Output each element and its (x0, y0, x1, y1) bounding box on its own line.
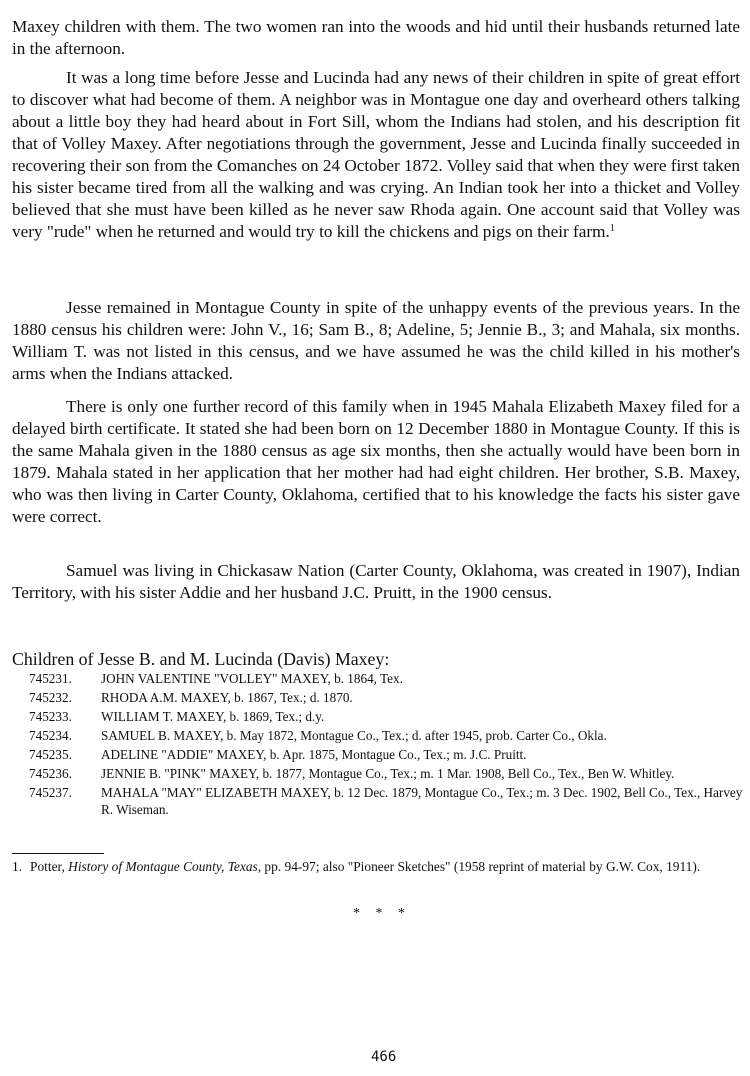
child-text: MAHALA "MAY" ELIZABETH MAXEY, b. 12 Dec. 1879, Montague Co., Tex.; m. 3 Dec. 1902, Bell Co., Tex., Harvey R. Wiseman. (101, 785, 743, 817)
children-list (29, 670, 743, 820)
section-separator: * * * (353, 906, 411, 921)
child-entry (29, 765, 743, 782)
child-number: 745236. (29, 766, 72, 781)
children-heading: Children of Jesse B. and M. Lucinda (Davis) Maxey: (12, 649, 390, 669)
footnote-number: 1. (12, 859, 23, 874)
paragraph-1: Maxey children with them. The two women ran into the woods and hid until their husbands returned late in the afternoon. (12, 17, 740, 58)
footnote (12, 858, 740, 876)
child-entry (29, 784, 743, 818)
child-entry (29, 670, 743, 687)
footnote-reference: 1 (609, 223, 615, 234)
child-number: 745234. (29, 728, 72, 743)
child-text: RHODA A.M. MAXEY, b. 1867, Tex.; d. 1870. (101, 690, 353, 705)
page-number: 466 (371, 1049, 397, 1065)
child-text: ADELINE "ADDIE" MAXEY, b. Apr. 1875, Montague Co., Tex.; m. J.C. Pruitt. (101, 747, 527, 762)
paragraph-2-text: It was a long time before Jesse and Lucinda had any news of their children in spite of great effort to discover what had become of them. A neighbor was in Montague one day and overheard others talking about a little boy they had heard about in Fort Sill, whom the Indians had stolen, and his description fit that of Volley Maxey. After negotiations through the government, Jesse and Lucinda finally succeeded in recovering their son from the Comanches on 24 October 1872. Volley said that when they were first taken his sister became tired from all the walking and was crying. An Indian took her into a thicket and Volley believed that she must have been killed as he never saw Rhoda again. One account said that Volley was very "rude" when he returned and would try to kill the chickens and pigs on their farm. (12, 68, 740, 241)
child-text: JOHN VALENTINE "VOLLEY" MAXEY, b. 1864, Tex. (101, 671, 403, 686)
child-entry (29, 708, 743, 725)
child-number: 745237. (29, 785, 72, 800)
child-entry (29, 727, 743, 744)
paragraph-5: Samuel was living in Chickasaw Nation (Carter County, Oklahoma, was created in 1907), Indian Territory, with his sister Addie and her husband J.C. Pruitt, in the 1900 census. (12, 561, 740, 602)
child-text: JENNIE B. "PINK" MAXEY, b. 1877, Montague Co., Tex.; m. 1 Mar. 1908, Bell Co., Tex., Ben W. Whitley. (101, 766, 675, 781)
footnote-author: Potter, (30, 859, 69, 874)
child-number: 745235. (29, 747, 72, 762)
footnote-details: , pp. 94-97; also "Pioneer Sketches" (1958 reprint of material by G.W. Cox, 1911). (257, 859, 701, 874)
paragraph-4: There is only one further record of this family when in 1945 Mahala Elizabeth Maxey filed for a delayed birth certificate. It stated she had been born on 12 December 1880 in Montague County. If this is the same Mahala given in the 1880 census as age six months, then she actually would have been born in 1879. Mahala stated in her application that her mother had had eight children. Her brother, S.B. Maxey, who was then living in Carter County, Oklahoma, certified that to his knowledge the facts his sister gave were correct. (12, 397, 740, 526)
child-entry (29, 689, 743, 706)
child-number: 745233. (29, 709, 72, 724)
child-number: 745232. (29, 690, 72, 705)
footnote-text (30, 858, 740, 876)
child-text: WILLIAM T. MAXEY, b. 1869, Tex.; d.y. (101, 709, 325, 724)
paragraph-3: Jesse remained in Montague County in spite of the unhappy events of the previous years. In the 1880 census his children were: John V., 16; Sam B., 8; Adeline, 5; Jennie B., 3; and Mahala, six months. William T. was not listed in this census, and we have assumed he was the child killed in his mother's arms when the Indians attacked. (12, 298, 740, 383)
footnote-divider (12, 853, 104, 854)
child-number: 745231. (29, 671, 72, 686)
paragraph-2 (12, 67, 740, 243)
footnote-title: History of Montague County, Texas (68, 859, 258, 874)
child-text: SAMUEL B. MAXEY, b. May 1872, Montague Co., Tex.; d. after 1945, prob. Carter Co., Okla. (101, 728, 607, 743)
child-entry (29, 746, 743, 763)
